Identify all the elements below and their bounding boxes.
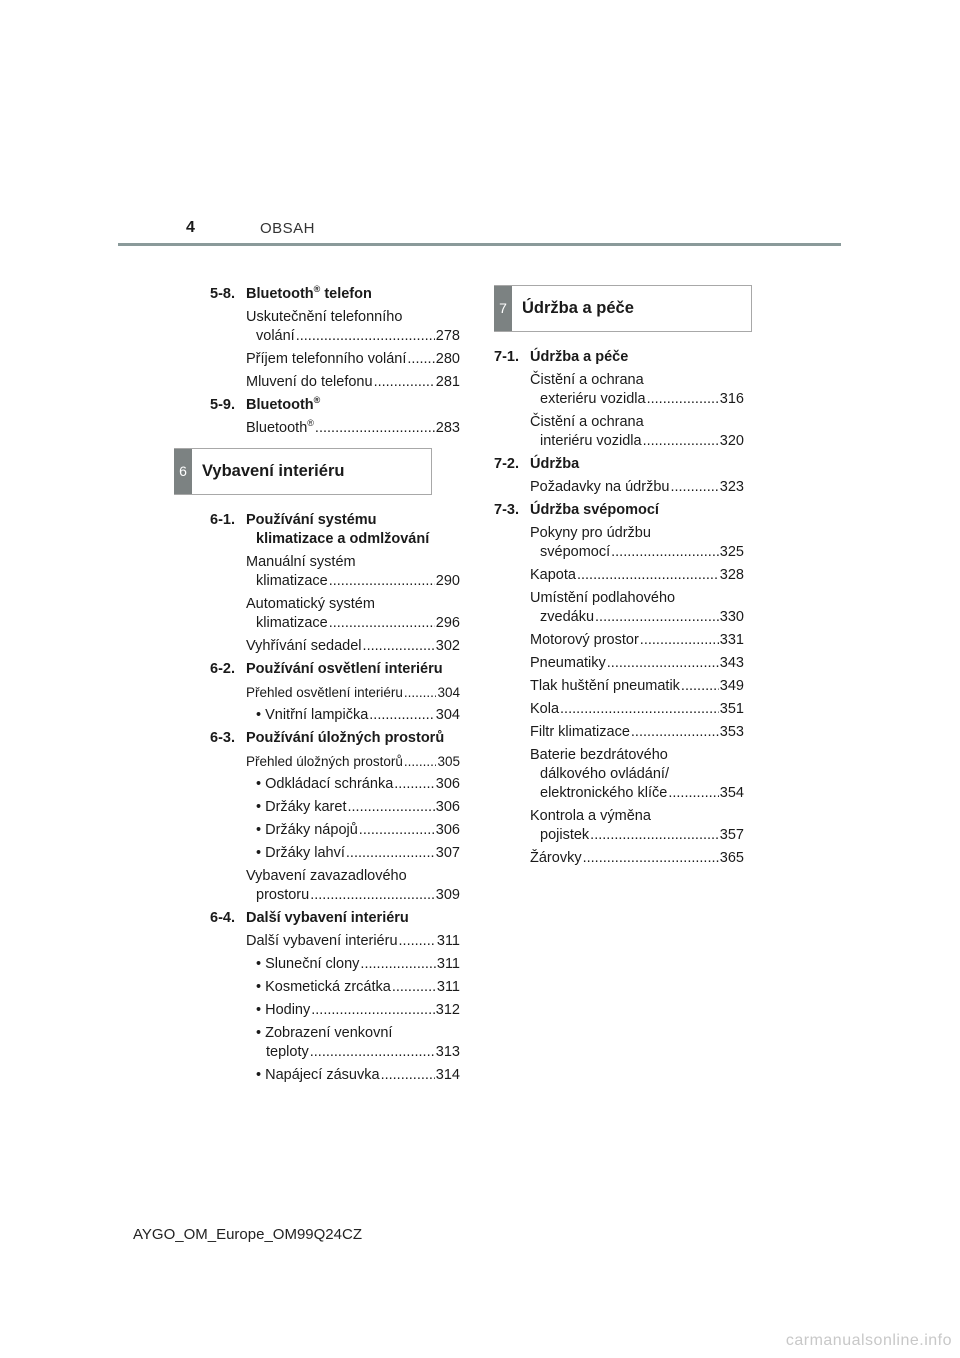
header-divider	[118, 243, 841, 246]
toc-section-6-1[interactable]: 6-1. Používání systému klimatizace a odmlžování	[210, 512, 430, 547]
document-code: AYGO_OM_Europe_OM99Q24CZ	[133, 1226, 362, 1243]
page-ref: 357	[719, 827, 744, 843]
toc-entry-talking-phone[interactable]: Mluvení do telefonu ..... 281	[210, 373, 460, 392]
page-ref: 351	[719, 701, 744, 717]
toc-entry-tires[interactable]: Pneumatiky ..... 343	[494, 654, 744, 673]
page-ref: 309	[435, 887, 460, 903]
toc-entry-receiving-call[interactable]: Příjem telefonního volání ..... 280	[210, 350, 460, 369]
page-ref: 313	[435, 1044, 460, 1060]
chapter-7-title: Údržba a péče	[522, 299, 634, 317]
page-ref: 311	[436, 979, 460, 995]
toc-entry-cup-holders[interactable]: • Držáky nápojů ..... 306	[210, 821, 460, 840]
toc-section-7-2[interactable]: 7-2. Údržba	[494, 456, 580, 472]
page-ref: 331	[719, 632, 744, 648]
page-ref: 354	[719, 785, 744, 801]
page-ref: 278	[435, 328, 460, 344]
toc-entry-bottle-holders[interactable]: • Držáky lahví ..... 307	[210, 844, 460, 863]
chapter-6-tab: 6	[174, 449, 192, 494]
page-ref: 306	[435, 776, 460, 792]
page-ref: 365	[719, 850, 744, 866]
toc-section-6-3[interactable]: 6-3. Používání úložných prostorů	[210, 730, 445, 746]
page-ref: 311	[436, 933, 460, 949]
page-ref: 302	[435, 638, 460, 654]
toc-entry-seat-heaters[interactable]: Vyhřívání sedadel ..... 302	[210, 637, 460, 656]
page-ref: 320	[719, 433, 744, 449]
page-ref: 312	[435, 1002, 460, 1018]
toc-entry-key-battery[interactable]: Baterie bezdrátového dálkového ovládání/ elektronického klíče ..... 354	[494, 746, 744, 803]
page-ref: 283	[435, 420, 460, 436]
page-ref: 311	[436, 956, 460, 972]
toc-entry-card-holders[interactable]: • Držáky karet ..... 306	[210, 798, 460, 817]
toc-entry-wheels[interactable]: Kola ..... 351	[494, 700, 744, 719]
toc-entry-clock[interactable]: • Hodiny ..... 312	[210, 1001, 460, 1020]
page-ref: 305	[437, 754, 460, 769]
page-ref: 296	[435, 615, 460, 631]
toc-entry-interior-lights-list[interactable]: Přehled osvětlení interiéru ..... 304	[210, 683, 460, 702]
toc-entry-storage-list[interactable]: Přehled úložných prostorů ..... 305	[210, 752, 460, 771]
chapter-7-header[interactable]	[494, 285, 752, 332]
page-ref: 306	[435, 822, 460, 838]
toc-entry-exterior-care[interactable]: Čistění a ochrana exteriéru vozidla ..... 316	[494, 371, 744, 409]
toc-entry-manual-ac[interactable]: Manuální systém klimatizace ..... 290	[210, 553, 460, 591]
toc-entry-sun-visors[interactable]: • Sluneční clony ..... 311	[210, 955, 460, 974]
toc-section-7-1[interactable]: 7-1. Údržba a péče	[494, 349, 629, 365]
page-ref: 353	[719, 724, 744, 740]
chapter-7-tab: 7	[494, 286, 512, 331]
page-ref: 290	[435, 573, 460, 589]
page-ref: 281	[435, 374, 460, 390]
page-ref: 328	[719, 567, 744, 583]
page-ref: 314	[435, 1067, 460, 1083]
chapter-6-header[interactable]	[174, 448, 432, 495]
toc-entry-bluetooth[interactable]: Bluetooth® ..... 283	[210, 419, 460, 438]
toc-entry-auto-ac[interactable]: Automatický systém klimatizace ..... 296	[210, 595, 460, 633]
toc-section-6-4[interactable]: 6-4. Další vybavení interiéru	[210, 910, 409, 926]
page-ref: 316	[719, 391, 744, 407]
page-ref: 307	[435, 845, 460, 861]
toc-entry-interior-care[interactable]: Čistění a ochrana interiéru vozidla ..... 320	[494, 413, 744, 451]
toc-entry-tire-pressure[interactable]: Tlak huštění pneumatik ..... 349	[494, 677, 744, 696]
page-ref: 306	[435, 799, 460, 815]
toc-entry-diy-precautions[interactable]: Pokyny pro údržbu svépomocí ..... 325	[494, 524, 744, 562]
toc-entry-ac-filter[interactable]: Filtr klimatizace ..... 353	[494, 723, 744, 742]
toc-entry-vanity-mirrors[interactable]: • Kosmetická zrcátka ..... 311	[210, 978, 460, 997]
toc-entry-interior-light[interactable]: • Vnitřní lampička ..... 304	[210, 706, 460, 725]
page-ref: 343	[719, 655, 744, 671]
toc-entry-fuses[interactable]: Kontrola a výměna pojistek ..... 357	[494, 807, 744, 845]
toc-entry-glove-box[interactable]: • Odkládací schránka ..... 306	[210, 775, 460, 794]
page-ref: 304	[437, 685, 460, 700]
toc-entry-hood[interactable]: Kapota ..... 328	[494, 566, 744, 585]
page-header	[0, 0, 960, 250]
toc-entry-power-outlet[interactable]: • Napájecí zásuvka ..... 314	[210, 1066, 460, 1085]
toc-section-7-3[interactable]: 7-3. Údržba svépomocí	[494, 502, 659, 518]
page-ref: 349	[719, 678, 744, 694]
watermark: carmanualsonline.info	[785, 1332, 952, 1349]
chapter-6-title: Vybavení interiéru	[202, 462, 345, 480]
toc-section-6-2[interactable]: 6-2. Používání osvětlení interiéru	[210, 661, 443, 677]
page-ref: 323	[719, 479, 744, 495]
toc-section-5-9[interactable]: 5-9. Bluetooth®	[210, 395, 321, 413]
toc-entry-maintenance-req[interactable]: Požadavky na údržbu ..... 323	[494, 478, 744, 497]
toc-right-column	[494, 285, 744, 872]
page-ref: 280	[435, 351, 460, 367]
toc-section-5-8[interactable]: 5-8. Bluetooth® telefon	[210, 284, 372, 302]
toc-entry-engine-compartment[interactable]: Motorový prostor ..... 331	[494, 631, 744, 650]
toc-left-column	[179, 284, 460, 1089]
toc-entry-jack-position[interactable]: Umístění podlahového zvedáku ..... 330	[494, 589, 744, 627]
page-ref: 304	[435, 707, 460, 723]
toc-entry-other-features[interactable]: Další vybavení interiéru ..... 311	[210, 932, 460, 951]
page-ref: 325	[719, 544, 744, 560]
page-title: OBSAH	[260, 220, 316, 237]
toc-entry-luggage-features[interactable]: Vybavení zavazadlového prostoru ..... 309	[210, 867, 460, 905]
toc-entry-making-call[interactable]: Uskutečnění telefonního volání ..... 278	[210, 308, 460, 346]
page-ref: 330	[719, 609, 744, 625]
toc-entry-bulbs[interactable]: Žárovky ..... 365	[494, 849, 744, 868]
toc-entry-outside-temp[interactable]: • Zobrazení venkovní teploty ..... 313	[210, 1024, 460, 1062]
page-number: 4	[186, 219, 195, 236]
